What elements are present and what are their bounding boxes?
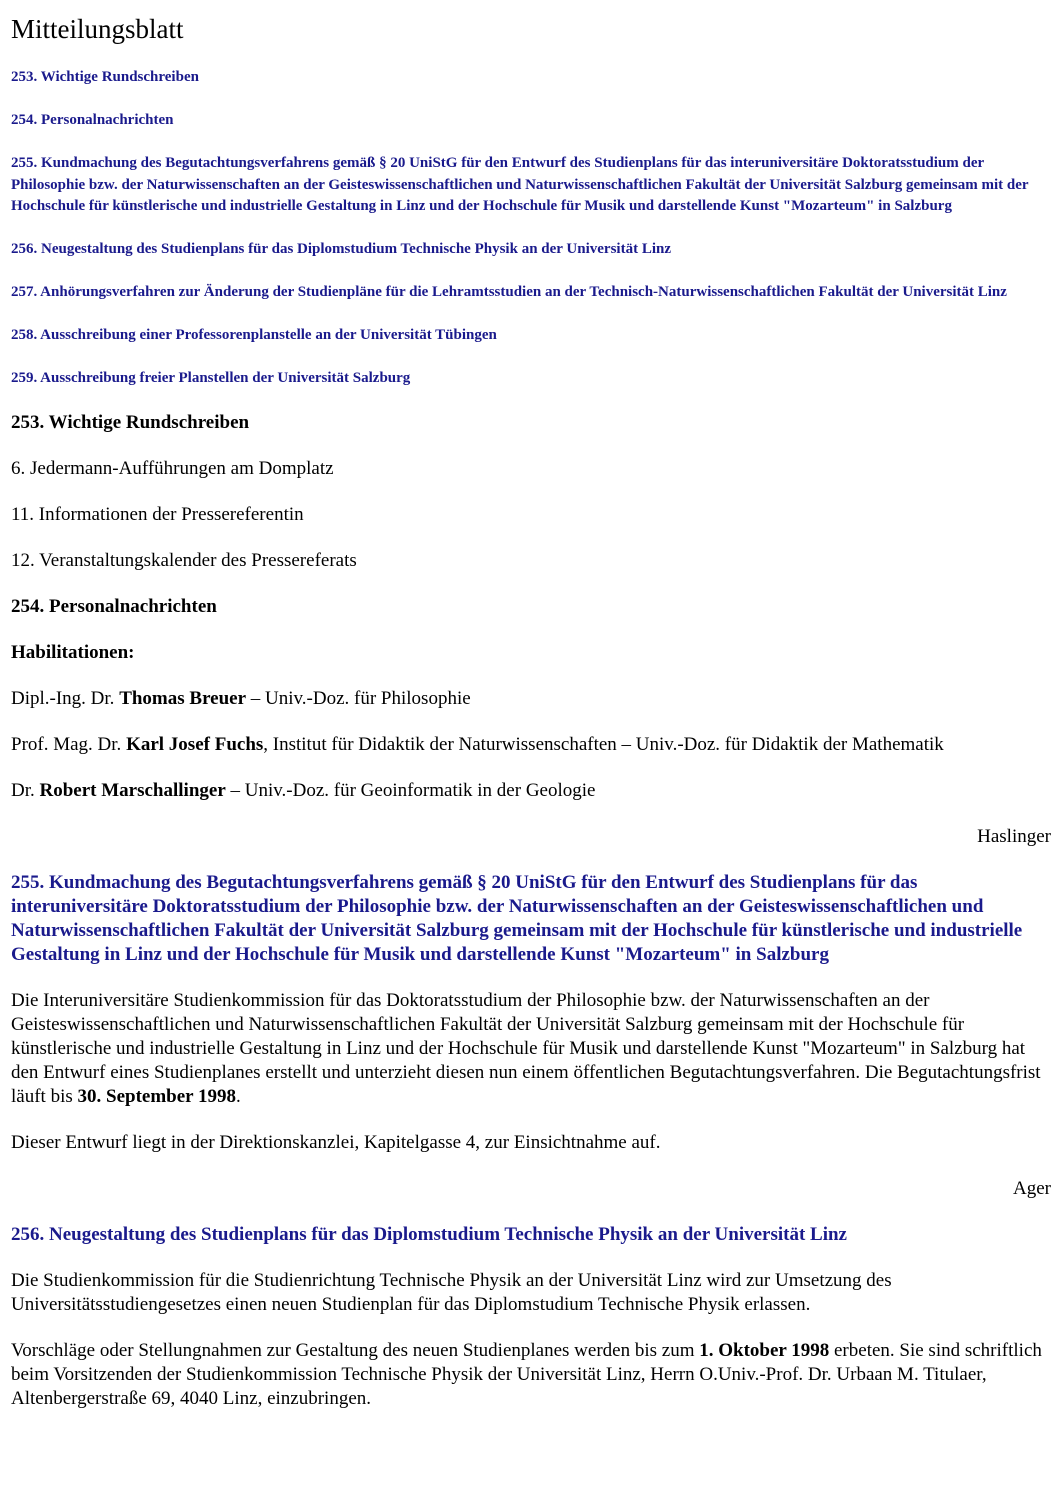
s255-paragraph-1: [11, 989, 1051, 1109]
s255-paragraph-2: Dieser Entwurf liegt in der Direktionskanzlei, Kapitelgasse 4, zur Einsichtnahme auf.: [11, 1131, 661, 1153]
toc-link-259[interactable]: 259. Ausschreibung freier Planstellen der Universität Salzburg: [11, 370, 411, 386]
habilitation-entry-1: [11, 687, 1051, 711]
toc-link-253[interactable]: 253. Wichtige Rundschreiben: [11, 69, 199, 85]
toc-link-258[interactable]: 258. Ausschreibung einer Professorenplanstelle an der Universität Tübingen: [11, 327, 497, 343]
s255-p1-text: Die Interuniversitäre Studienkommission für das Doktoratsstudium der Philosophie bzw. der Naturwissenschaften an der Geisteswissenschaftlichen und Naturwissenschaftlichen Fakultät der Universität Salzburg gemeinsam mit der Hochschule für künstlerische und industrielle Gestaltung in Linz und der Hochschule für Musik und darstellende Kunst "Mozarteum" in Salzburg hat den Entwurf eines Studienplanes erstellt und unterzieht diesen nun einem öffentlichen Begutachtungsverfahren. Die Begutachtungsfrist läuft bis: [11, 989, 1041, 1107]
habilitation-entry-3: [11, 779, 1051, 803]
s253-item-1: 6. Jedermann-Aufführungen am Domplatz: [11, 457, 334, 479]
habilitationen-subheading: Habilitationen:: [11, 641, 135, 663]
hab1-name: Thomas Breuer: [119, 687, 247, 709]
section-253-heading: 253. Wichtige Rundschreiben: [11, 411, 250, 433]
document-page: [11, 0, 1051, 1411]
page-title: Mitteilungsblatt: [11, 14, 184, 44]
s255-signature: Ager: [1013, 1177, 1051, 1199]
s256-p2-end: erbeten. Sie sind schriftlich beim Vorsitzenden der Studienkommission Technische Physik der Universität Linz, Herrn O.Univ.-Prof. Dr. Urbaan M. Titulaer, Altenbergerstraße 69, 4040 Linz, einzubringen.: [11, 1339, 1042, 1409]
s256-deadline: 1. Oktober 1998: [699, 1339, 830, 1361]
s256-paragraph-1: Die Studienkommission für die Studienrichtung Technische Physik an der Universität Linz wird zur Umsetzung des Universitätsstudiengesetzes einen neuen Studienplan für das Diplomstudium Technische Physik erlassen.: [11, 1269, 892, 1315]
section-255-heading: 255. Kundmachung des Begutachtungsverfahrens gemäß § 20 UniStG für den Entwurf des Studienplans für das interuniversitäre Doktoratsstudium der Philosophie bzw. der Naturwissenschaften an der Geisteswissenschaftlichen und Naturwissenschaftlichen Fakultät der Universität Salzburg gemeinsam mit der Hochschule für künstlerische und industrielle Gestaltung in Linz und der Hochschule für Musik und darstellende Kunst "Mozarteum" in Salzburg: [11, 871, 1023, 965]
hab2-title: Prof. Mag. Dr.: [11, 733, 127, 755]
s256-paragraph-2: [11, 1339, 1051, 1411]
hab3-description: – Univ.-Doz. für Geoinformatik in der Geologie: [225, 779, 596, 801]
toc-link-254[interactable]: 254. Personalnachrichten: [11, 112, 174, 128]
section-254-heading: 254. Personalnachrichten: [11, 595, 217, 617]
table-of-contents: [11, 67, 1051, 390]
hab2-name: Karl Josef Fuchs: [126, 733, 264, 755]
s255-p1-end: .: [236, 1085, 241, 1107]
toc-link-257[interactable]: 257. Anhörungsverfahren zur Änderung der Studienpläne für die Lehramtsstudien an der Technisch-Naturwissenschaftlichen Fakultät der Universität Linz: [11, 284, 1007, 300]
s255-deadline: 30. September 1998: [77, 1085, 236, 1107]
section-256-heading: 256. Neugestaltung des Studienplans für das Diplomstudium Technische Physik an der Universität Linz: [11, 1223, 847, 1245]
toc-link-256[interactable]: 256. Neugestaltung des Studienplans für das Diplomstudium Technische Physik an der Universität Linz: [11, 241, 671, 257]
hab2-description: , Institut für Didaktik der Naturwissenschaften – Univ.-Doz. für Didaktik der Mathematik: [263, 733, 944, 755]
hab1-description: – Univ.-Doz. für Philosophie: [246, 687, 471, 709]
hab3-name: Robert Marschallinger: [39, 779, 226, 801]
toc-link-255[interactable]: 255. Kundmachung des Begutachtungsverfahrens gemäß § 20 UniStG für den Entwurf des Studienplans für das interuniversitäre Doktoratsstudium der Philosophie bzw. der Naturwissenschaften an der Geisteswissenschaftlichen und Naturwissenschaftlichen Fakultät der Universität Salzburg gemeinsam mit der Hochschule für künstlerische und industrielle Gestaltung in Linz und der Hochschule für Musik und darstellende Kunst "Mozarteum" in Salzburg: [11, 155, 1029, 214]
s254-signature: Haslinger: [977, 825, 1051, 847]
s256-p2-text: Vorschläge oder Stellungnahmen zur Gestaltung des neuen Studienplanes werden bis zum: [11, 1339, 700, 1361]
hab3-title: Dr.: [11, 779, 40, 801]
habilitation-entry-2: [11, 733, 1051, 757]
s253-item-2: 11. Informationen der Pressereferentin: [11, 503, 304, 525]
hab1-title: Dipl.-Ing. Dr.: [11, 687, 120, 709]
s253-item-3: 12. Veranstaltungskalender des Pressereferats: [11, 549, 357, 571]
